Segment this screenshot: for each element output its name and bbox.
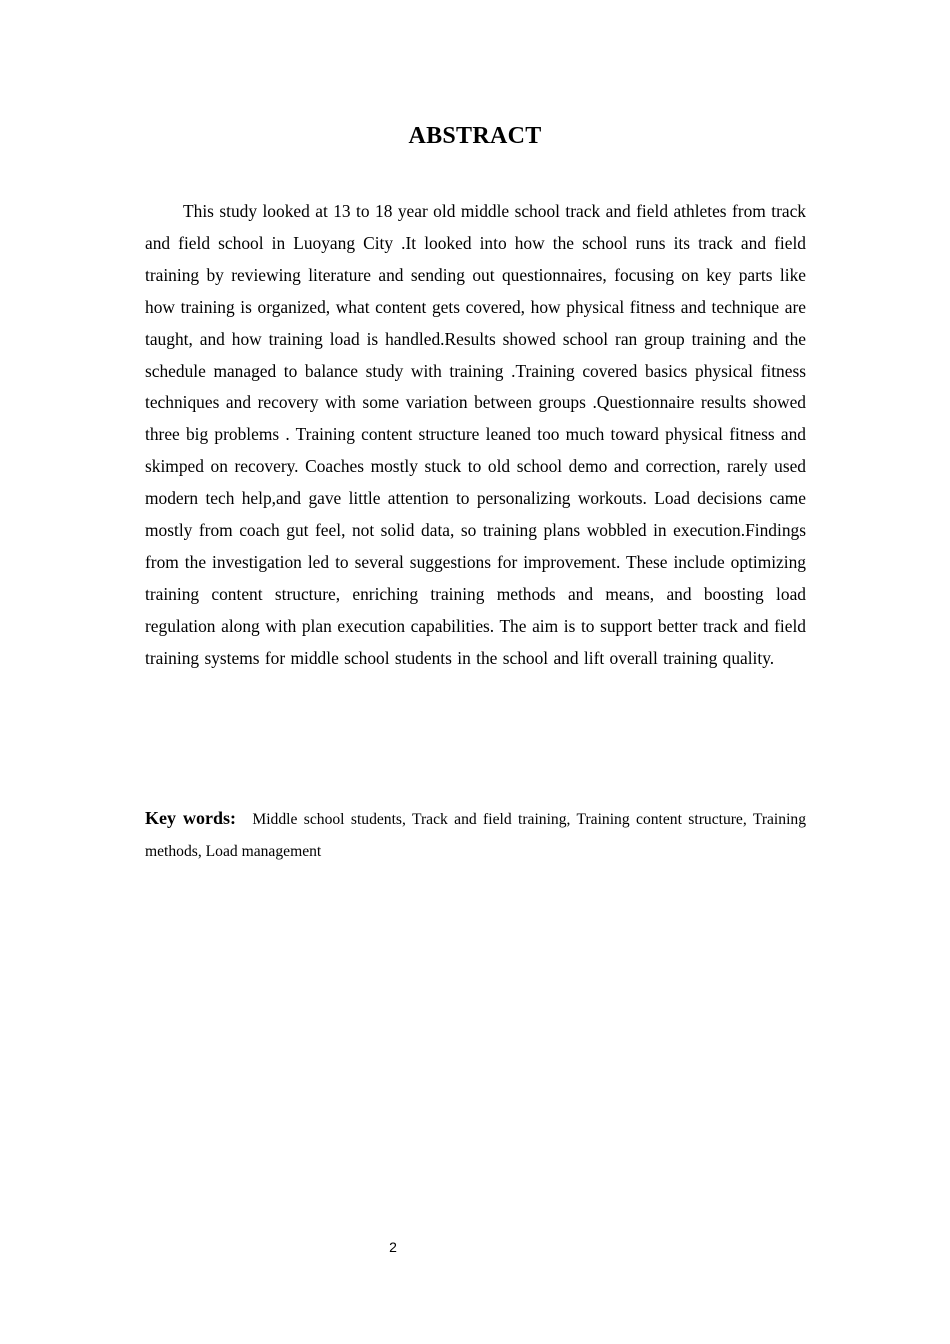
keywords-label: Key words: <box>145 808 236 828</box>
abstract-title: ABSTRACT <box>408 123 542 149</box>
keywords-list: Middle school students, Track and field training, Training content structure, Training methods, Load management <box>145 811 806 860</box>
keywords-section <box>145 802 806 868</box>
page-number: 2 <box>389 1239 397 1255</box>
abstract-paragraph: This study looked at 13 to 18 year old middle school track and field athletes from track and field school in Luoyang City .It looked into how the school runs its track and field training by reviewing literature and sending out questionnaires, focusing on key parts like how training is organized, what content gets covered, how physical fitness and technique are taught, and how training load is handled.Results showed school ran group training and the schedule managed to balance study with training .Training covered basics physical fitness techniques and recovery with some variation between groups .Questionnaire results showed three big problems . Training content structure leaned too much toward physical fitness and skimped on recovery. Coaches mostly stuck to old school demo and correction, rarely used modern tech help,and gave little attention to personalizing workouts. Load decisions came mostly from coach gut feel, not solid data, so training plans wobbled in execution.Findings from the investigation led to several suggestions for improvement. These include optimizing training content structure, enriching training methods and means, and boosting load regulation along with plan execution capabilities. The aim is to support better track and field training systems for middle school students in the school and lift overall training quality. <box>145 201 806 668</box>
